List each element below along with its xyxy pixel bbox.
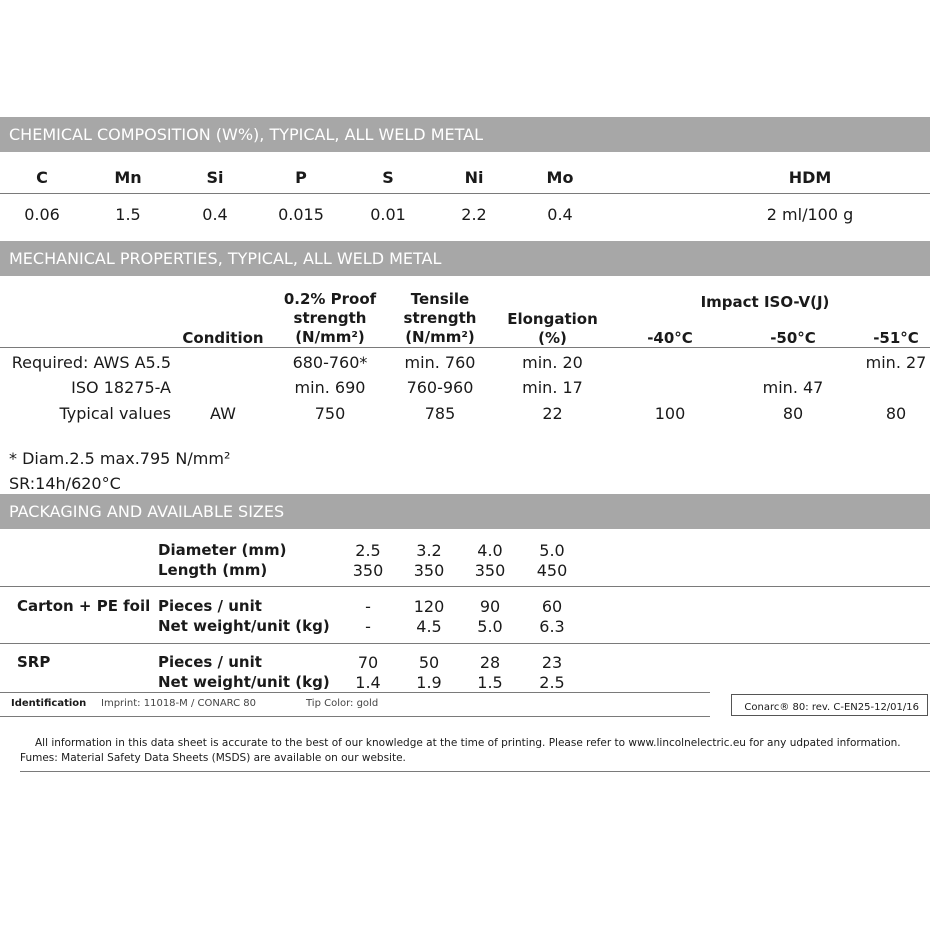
mechanical-section-header — [0, 241, 930, 276]
pack-diameter: 5.0 — [539, 541, 565, 560]
pack-weight: 6.3 — [539, 617, 565, 636]
pack-pieces-label: Pieces / unit — [158, 653, 262, 671]
mech-header-proof — [270, 290, 390, 347]
mech-row-proof: 750 — [314, 404, 346, 423]
mech-header-proof-line3: (N/mm²) — [295, 328, 365, 346]
footer-rule — [20, 771, 930, 772]
mech-row-elongation: min. 20 — [522, 353, 583, 372]
mech-row-elongation: 22 — [542, 404, 563, 423]
chem-header-s: S — [382, 168, 394, 187]
pack-length: 450 — [536, 561, 568, 580]
mech-row-label: Required: AWS A5.5 — [11, 353, 171, 372]
pack-group-name: SRP — [17, 653, 51, 671]
chemical-section-header — [0, 117, 930, 152]
mech-header-temp-51: -51°C — [873, 329, 919, 347]
mech-row-impact-51: 80 — [885, 404, 907, 423]
identification-label: Identification — [11, 698, 87, 709]
mech-header-tensile — [390, 290, 490, 347]
mech-row-tensile: min. 760 — [404, 353, 476, 372]
chem-header-mo: Mo — [546, 168, 574, 187]
pack-weight: 2.5 — [539, 673, 565, 692]
footer-disclaimer: All information in this data sheet is accurate to the best of our knowledge at the time of printing. Please refer to www.lincolnelectric.eu for any udpated information. — [35, 737, 901, 749]
pack-weight: 4.5 — [416, 617, 442, 636]
pack-diameter: 2.5 — [355, 541, 381, 560]
pack-diameter: 4.0 — [477, 541, 503, 560]
mech-header-proof-line2: strength — [293, 309, 367, 327]
pack-pieces: 28 — [479, 653, 501, 672]
pack-length-label: Length (mm) — [158, 561, 268, 579]
mech-divider — [0, 347, 930, 348]
pack-weight: - — [365, 617, 371, 636]
mech-row-label: ISO 18275-A — [71, 378, 171, 397]
pack-weight-label: Net weight/unit (kg) — [158, 673, 330, 691]
mech-header-tensile-line1: Tensile — [410, 290, 470, 308]
pack-weight: 1.5 — [477, 673, 503, 692]
mech-header-elongation-line1: Elongation — [507, 310, 598, 328]
chem-value-si: 0.4 — [202, 205, 228, 224]
mech-header-elongation — [500, 310, 605, 348]
packaging-section-title: PACKAGING AND AVAILABLE SIZES — [9, 502, 285, 521]
pack-divider — [0, 643, 930, 644]
mech-header-impact: Impact ISO-V(J) — [700, 293, 830, 311]
chem-value-c: 0.06 — [24, 205, 60, 224]
pack-weight: 5.0 — [477, 617, 503, 636]
chem-header-c: C — [36, 168, 48, 187]
mech-row-label: Typical values — [59, 404, 171, 423]
pack-pieces: 23 — [541, 653, 563, 672]
pack-pieces: - — [365, 597, 371, 616]
pack-pieces-label: Pieces / unit — [158, 597, 262, 615]
mech-row-impact-50: min. 47 — [762, 378, 824, 397]
footer-msds-note: Fumes: Material Safety Data Sheets (MSDS) are available on our website. — [20, 752, 406, 764]
chem-header-si: Si — [206, 168, 224, 187]
chem-value-mo: 0.4 — [547, 205, 573, 224]
identification-imprint: Imprint: 11018-M / CONARC 80 — [101, 698, 257, 709]
identification-tip-color: Tip Color: gold — [306, 698, 379, 709]
chem-header-mn: Mn — [114, 168, 142, 187]
chem-value-hdm: 2 ml/100 g — [766, 205, 854, 224]
chem-header-ni: Ni — [464, 168, 484, 187]
mech-row-tensile: 785 — [424, 404, 456, 423]
mech-header-proof-line1: 0.2% Proof — [283, 290, 377, 308]
chem-header-p: P — [295, 168, 307, 187]
mech-row-impact-50: 80 — [782, 404, 804, 423]
pack-pieces: 70 — [357, 653, 379, 672]
pack-pieces: 90 — [479, 597, 501, 616]
packaging-section-header — [0, 494, 930, 529]
mech-row-tensile: 760-960 — [406, 378, 474, 397]
chem-divider — [0, 193, 930, 194]
mech-header-temp-50: -50°C — [770, 329, 816, 347]
pack-pieces: 120 — [413, 597, 445, 616]
mech-header-tensile-line2: strength — [403, 309, 477, 327]
pack-weight: 1.4 — [355, 673, 381, 692]
pack-pieces: 60 — [541, 597, 563, 616]
identification-bottom-rule — [0, 716, 710, 717]
mech-row-elongation: min. 17 — [522, 378, 583, 397]
revision-box — [731, 694, 928, 716]
mech-row-impact-51: min. 27 — [865, 353, 927, 372]
revision-text: Conarc® 80: rev. C-EN25-12/01/16 — [744, 702, 919, 713]
pack-pieces: 50 — [418, 653, 440, 672]
pack-weight: 1.9 — [416, 673, 442, 692]
chemical-section-title: CHEMICAL COMPOSITION (W%), TYPICAL, ALL WELD METAL — [9, 125, 483, 144]
mech-header-tensile-line3: (N/mm²) — [405, 328, 475, 346]
mech-header-temp-40: -40°C — [647, 329, 693, 347]
mechanical-section-title: MECHANICAL PROPERTIES, TYPICAL, ALL WELD METAL — [9, 249, 442, 268]
mech-note-sr: SR:14h/620°C — [9, 474, 121, 493]
pack-length: 350 — [474, 561, 506, 580]
pack-divider — [0, 586, 930, 587]
identification-top-rule — [0, 692, 710, 693]
pack-group-name: Carton + PE foil — [17, 597, 151, 615]
chem-value-ni: 2.2 — [461, 205, 487, 224]
chem-value-s: 0.01 — [370, 205, 406, 224]
mech-row-proof: min. 690 — [294, 378, 366, 397]
pack-diameter: 3.2 — [416, 541, 442, 560]
pack-weight-label: Net weight/unit (kg) — [158, 617, 330, 635]
mech-row-impact-40: 100 — [654, 404, 686, 423]
pack-length: 350 — [352, 561, 384, 580]
chem-value-p: 0.015 — [278, 205, 324, 224]
pack-length: 350 — [413, 561, 445, 580]
mech-row-proof: 680-760* — [292, 353, 368, 372]
mech-header-condition: Condition — [182, 329, 264, 347]
mech-note-diameter: * Diam.2.5 max.795 N/mm² — [9, 449, 231, 468]
mech-header-elongation-line2: (%) — [538, 329, 567, 347]
chem-value-mn: 1.5 — [115, 205, 141, 224]
mech-row-condition: AW — [210, 404, 236, 423]
chem-header-hdm: HDM — [788, 168, 832, 187]
pack-diameter-label: Diameter (mm) — [158, 541, 287, 559]
